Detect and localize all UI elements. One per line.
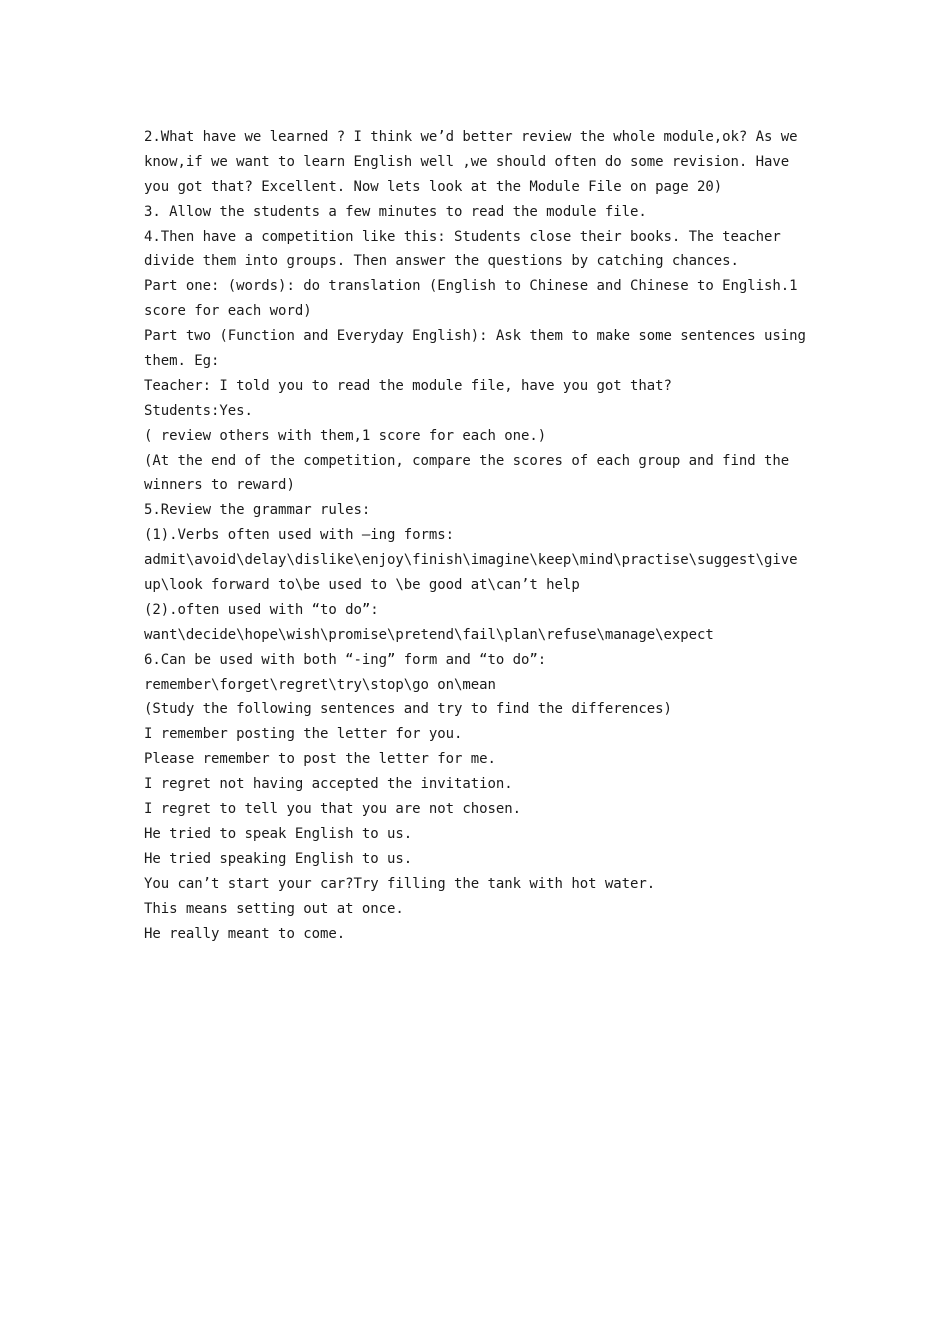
text-line: You can’t start your car?Try filling the tank with hot water. [144,875,656,892]
text-line: you got that? Excellent. Now lets look at the Module File on page 20) [144,178,723,195]
text-line: score for each word) [144,303,312,320]
text-line: This means setting out at once. [144,900,404,917]
text-line: He really meant to come. [144,925,346,942]
text-line: I regret not having accepted the invitation. [144,776,513,793]
text-line: 4.Then have a competition like this: Students close their books. The teacher [144,228,781,245]
text-line: He tried to speak English to us. [144,825,413,842]
text-line: 6.Can be used with both “-ing” form and “to do”: [144,651,547,668]
text-line: winners to reward) [144,477,295,494]
text-line: Teacher: I told you to read the module file, have you got that? [144,377,672,394]
text-line: Part one: (words): do translation (English to Chinese and Chinese to English.1 [144,278,798,295]
text-line: Part two (Function and Everyday English): Ask them to make some sentences using [144,328,806,345]
text-line: (At the end of the competition, compare the scores of each group and find the [144,452,790,469]
text-line: Students:Yes. [144,402,253,419]
text-line: ( review others with them,1 score for each one.) [144,427,547,444]
text-line: I regret to tell you that you are not chosen. [144,801,522,818]
text-line: want\decide\hope\wish\promise\pretend\fail\plan\refuse\manage\expect [144,626,714,643]
text-line: He tried speaking English to us. [144,850,413,867]
text-line: 2.What have we learned ? I think we’d better review the whole module,ok? As we [144,129,798,145]
text-line: divide them into groups. Then answer the questions by catching chances. [144,253,739,270]
text-line: them. Eg: [144,353,220,370]
text-line: know,if we want to learn English well ,we should often do some revision. Have [144,153,790,170]
text-line: (2).often used with “to do”: [144,601,379,618]
text-line: remember\forget\regret\try\stop\go on\mean [144,676,496,693]
text-line: Please remember to post the letter for me. [144,751,496,768]
text-line: 3. Allow the students a few minutes to read the module file. [144,203,647,220]
document-body [144,125,824,946]
text-line: up\look forward to\be used to \be good at\can’t help [144,577,580,594]
text-line: 5.Review the grammar rules: [144,502,371,519]
text-line: (1).Verbs often used with –ing forms: [144,527,455,544]
text-line: admit\avoid\delay\dislike\enjoy\finish\imagine\keep\mind\practise\suggest\give [144,552,798,569]
text-line: I remember posting the letter for you. [144,726,463,743]
text-line: (Study the following sentences and try to find the differences) [144,701,672,718]
